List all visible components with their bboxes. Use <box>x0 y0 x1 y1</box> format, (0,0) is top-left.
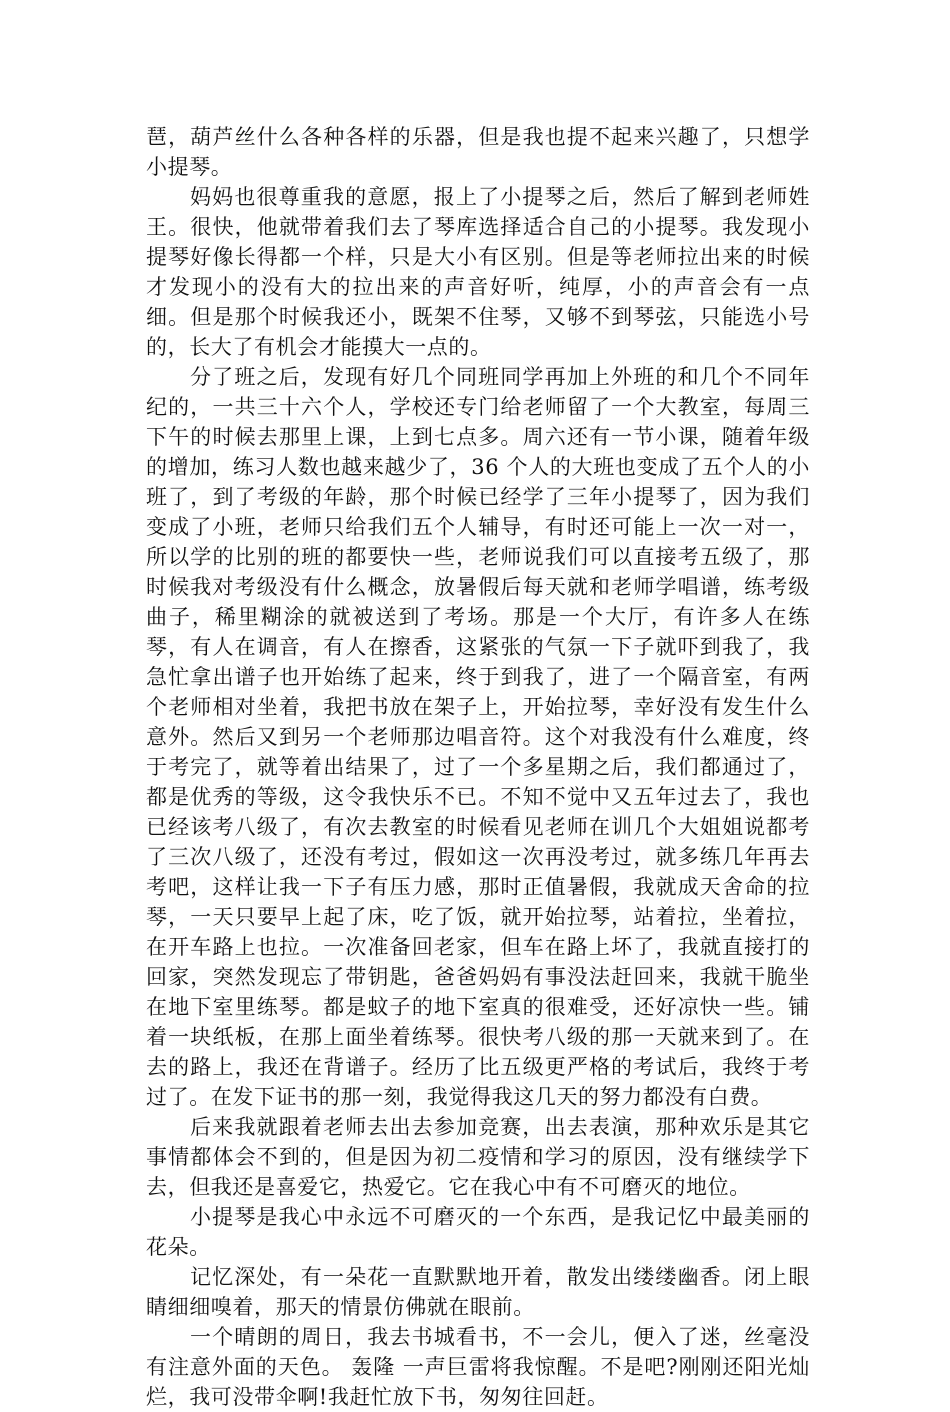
paragraph-5: 小提琴是我心中永远不可磨灭的一个东西，是我记忆中最美丽的花朵。 <box>146 1205 810 1259</box>
paragraph-4: 后来我就跟着老师去出去参加竞赛，出去表演，那种欢乐是其它事情都体会不到的，但是因为初二疫情和学习的原因，没有继续学下去，但我还是喜爱它，热爱它。它在我心中有不可磨灭的地位。 <box>146 1115 810 1199</box>
paragraph-6: 记忆深处，有一朵花一直默默地开着，散发出缕缕幽香。闭上眼睛细细嗅着，那天的情景仿佛就在眼前。 <box>146 1265 810 1319</box>
paragraph-1: 琶，葫芦丝什么各种各样的乐器，但是我也提不起来兴趣了，只想学小提琴。 <box>146 125 810 179</box>
paragraph-2: 妈妈也很尊重我的意愿，报上了小提琴之后，然后了解到老师姓王。很快，他就带着我们去了琴库选择适合自己的小提琴。我发现小提琴好像长得都一个样，只是大小有区别。但是等老师拉出来的时候才发现小的没有大的拉出来的声音好听，纯厚，小的声音会有一点细。但是那个时候我还小，既架不住琴，又够不到琴弦，只能选小号的，长大了有机会才能摸大一点的。 <box>146 185 810 359</box>
paragraph-3: 分了班之后，发现有好几个同班同学再加上外班的和几个不同年纪的，一共三十六个人，学校还专门给老师留了一个大教室，每周三下午的时候去那里上课，上到七点多。周六还有一节小课，随着年级的增加，练习人数也越来越少了，36 个人的大班也变成了五个人的小班了，到了考级的年龄，那个时候已经学了三年小提琴了，因为我们变成了小班，老师只给我们五个人辅导，有时还可能上一次一对一，所以学的比别的班的都要快一些，老师说我们可以直接考五级了，那时候我对考级没有什么概念，放暑假后每天就和老师学唱谱，练考级曲子，稀里糊涂的就被送到了考场。那是一个大厅，有许多人在练琴，有人在调音，有人在擦香，这紧张的气氛一下子就吓到我了，我急忙拿出谱子也开始练了起来，终于到我了，进了一个隔音室，有两个老师相对坐着，我把书放在架子上，开始拉琴，幸好没有发生什么意外。然后又到另一个老师那边唱音符。这个对我没有什么难度，终于考完了，就等着出结果了，过了一个多星期之后，我们都通过了，都是优秀的等级，这令我快乐不已。不知不觉中又五年过去了，我也已经该考八级了，有次去教室的时候看见老师在训几个大姐姐说都考了三次八级了，还没有考过，假如这一次再没考过，就多练几年再去考吧，这样让我一下子有压力感，那时正值暑假，我就成天舍命的拉琴，一天只要早上起了床，吃了饭，就开始拉琴，站着拉，坐着拉，在开车路上也拉。一次准备回老家，但车在路上坏了，我就直接打的回家，突然发现忘了带钥匙，爸爸妈妈有事没法赶回来，我就干脆坐在地下室里练琴。都是蚊子的地下室真的很难受，还好凉快一些。铺着一块纸板，在那上面坐着练琴。很快考八级的那一天就来到了。在去的路上，我还在背谱子。经历了比五级更严格的考试后，我终于考过了。在发下证书的那一刻，我觉得我这几天的努力都没有白费。 <box>146 365 810 1109</box>
document-page <box>146 122 810 1412</box>
paragraph-7: 一个晴朗的周日，我去书城看书，不一会儿，便入了迷，丝毫没有注意外面的天色。 轰隆 一声巨雷将我惊醒。不是吧?刚刚还阳光灿烂，我可没带伞啊!我赶忙放下书，匆匆往回赶。 <box>146 1325 810 1409</box>
